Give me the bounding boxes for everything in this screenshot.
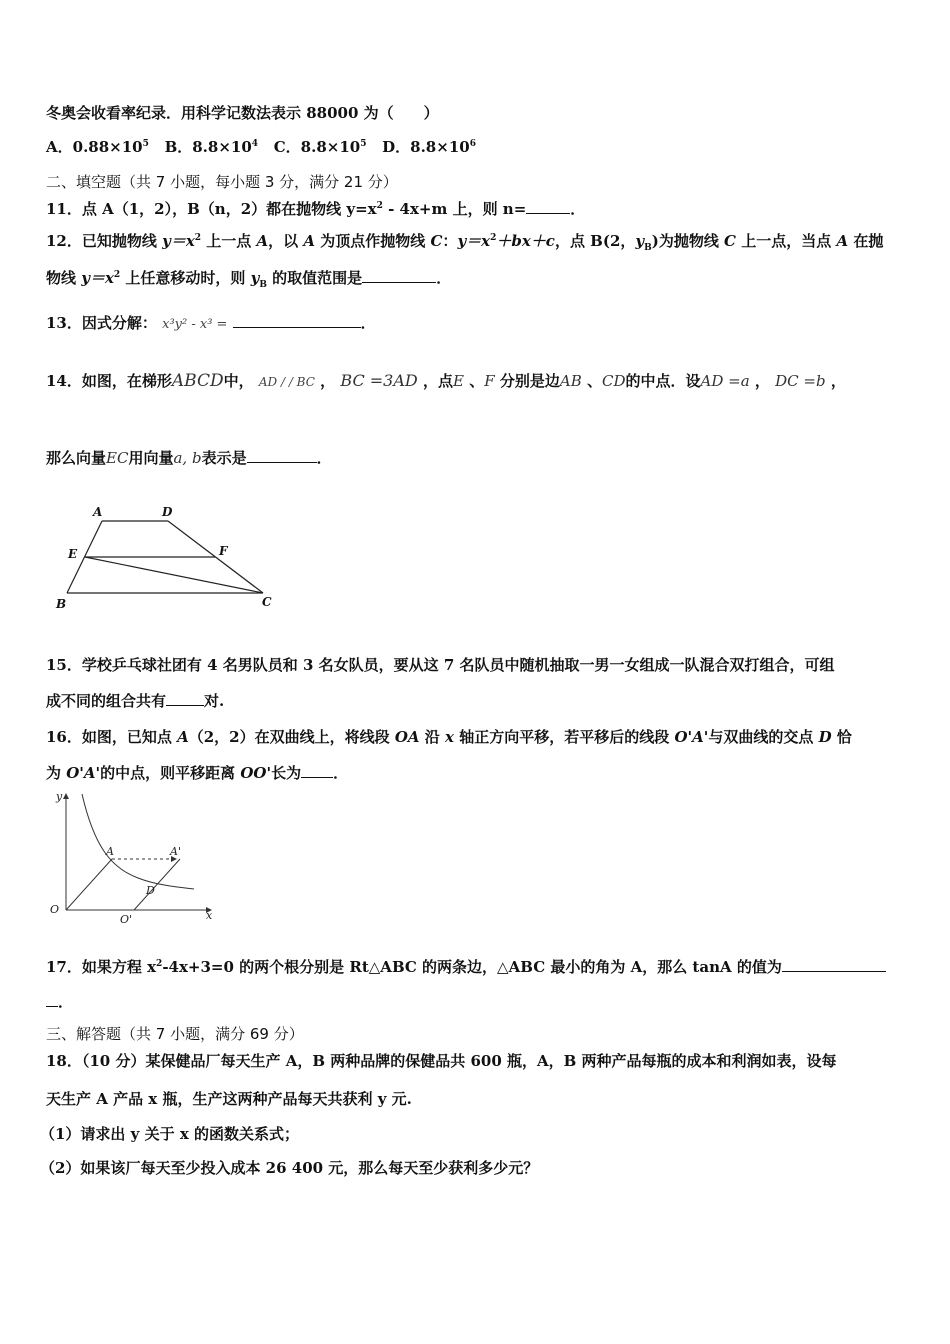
q18-line2: 天生产 A 产品 x 瓶，生产这两种产品每天共获利 y 元.: [46, 1090, 412, 1108]
q17-line1: 17．如果方程 $x^2-4x+3=0$ 的两个根分别是 Rt△ABC 的两条边，△ABC 最小的角为 A，那么 tanA 的值为: [46, 956, 886, 977]
q15-line1: 15．学校乒乓球社团有 4 名男队员和 3 名女队员，要从这 7 名队员中随机抽取一男一女组成一队混合双打组合，可组: [46, 656, 835, 674]
option-c[interactable]: C．$8.8\times 10^5$: [273, 138, 367, 156]
q14-line2: 那么向量EC用向量a, b表示是 ．: [46, 449, 332, 467]
label-y: y: [56, 790, 63, 803]
option-a[interactable]: A．$0.88\times 10^5$: [46, 138, 149, 156]
segment-oa: [66, 859, 112, 910]
q12-line1: 12．已知抛物线 $y=x^2$ 上一点 A，以 A 为顶点作抛物线 C：$y=x^2+bx+c$，点 B(2，$y_B$)为抛物线 C 上一点，当点 A 在抛: [46, 232, 884, 253]
q10-options: [46, 136, 476, 157]
q10-stem: 冬奥会收看率纪录．用科学记数法表示 88000 为（ ）: [46, 104, 439, 122]
label-f: F: [219, 544, 228, 558]
q16-answer-blank[interactable]: [301, 763, 333, 778]
q16-line2: 为 O'A'的中点，则平移距离 OO'长为 ．: [46, 764, 349, 782]
q11-answer-blank[interactable]: [526, 199, 570, 214]
q13-expression: x³y² - x³ =: [162, 317, 228, 332]
q13-answer-blank[interactable]: [233, 313, 361, 328]
label-d: D: [162, 505, 173, 519]
q18-part1: （1）请求出 y 关于 x 的函数关系式；: [40, 1125, 299, 1143]
q11: 11．点 A（1，2），B（n，2）都在抛物线 $y=x^2 - 4x+m$ 上，则 n= ．: [46, 200, 586, 218]
label-a: A: [106, 845, 114, 858]
section-3-heading: 三、解答题（共 7 小题，满分 69 分）: [46, 1025, 304, 1043]
label-x: x: [206, 909, 213, 922]
q15-line2: 成不同的组合共有 对.: [46, 692, 225, 710]
option-d[interactable]: D．$8.8\times 10^6$: [382, 138, 476, 156]
q17-answer-blank[interactable]: [782, 957, 886, 972]
label-o-prime: O': [120, 913, 133, 924]
label-a-prime: A': [170, 845, 181, 858]
q12-line2: 物线 $y=x^2$ 上任意移动时，则 $y_B$ 的取值范围是 ．: [46, 269, 452, 290]
q12-answer-blank[interactable]: [362, 268, 436, 283]
label-e: E: [68, 547, 78, 561]
segment-o2a2: [134, 859, 180, 910]
label-b: B: [56, 597, 67, 611]
q14-answer-blank[interactable]: [247, 448, 317, 463]
section-2-heading: 二、填空题（共 7 小题，每小题 3 分，满分 21 分）: [46, 173, 398, 191]
hyperbola-figure: [46, 786, 226, 924]
label-c: C: [262, 595, 272, 609]
trapezoid-figure: [48, 500, 288, 620]
q15-answer-blank[interactable]: [166, 691, 204, 706]
q18-part2: （2）如果该厂每天至少投入成本 26 400 元，那么每天至少获利多少元？: [40, 1159, 539, 1177]
hyperbola-curve: [82, 794, 194, 889]
q16-line1: 16．如图，已知点 A（2，2）在双曲线上，将线段 OA 沿 x 轴正方向平移，若平移后的线段 O'A'与双曲线的交点 D 恰: [46, 728, 852, 746]
option-b[interactable]: B．$8.8\times 10^4$: [164, 138, 259, 156]
q14-line1: 14．如图，在梯形ABCD中， AD / / BC ， BC =3AD ，点E 、F 分别是边AB 、CD的中点．设AD =a ， DC =b ，: [46, 371, 846, 391]
label-o: O: [50, 903, 60, 916]
q17-answer-blank-cont: [46, 992, 58, 1007]
label-a: A: [93, 505, 103, 519]
segment-ec: [85, 557, 263, 593]
q17-line2: ．: [46, 991, 73, 1012]
q18-line1: 18．（10 分）某保健品厂每天生产 A，B 两种品牌的保健品共 600 瓶，A，B 两种产品每瓶的成本和利润如表，设每: [46, 1052, 837, 1070]
label-d: D: [146, 884, 155, 897]
q13: 13．因式分解： x³y² - x³ = ．: [46, 314, 376, 332]
